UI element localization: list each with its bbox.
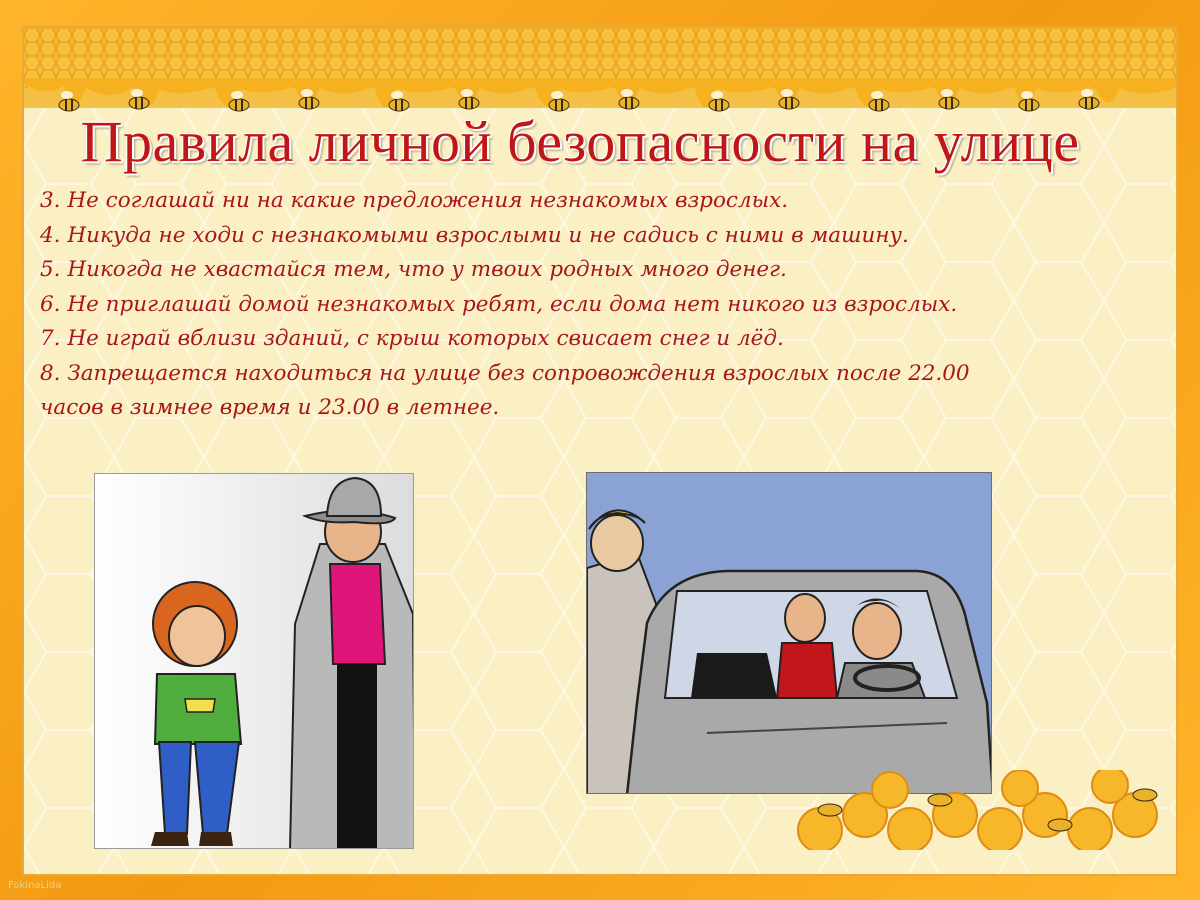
slide-title: Правила личной безопасности на улице bbox=[80, 109, 1080, 174]
honeycomb-decoration bbox=[760, 770, 1160, 850]
watermark: FokinaLida bbox=[8, 880, 62, 891]
rule-item: 6. Не приглашай домой незнакомых ребят, если дома нет никого из взрослых. bbox=[40, 291, 958, 317]
men-in-car-illustration bbox=[586, 472, 992, 794]
rule-item: 4. Никуда не ходи с незнакомыми взрослыми и не садись с ними в машину. bbox=[40, 222, 909, 248]
rule-item: 7. Не играй вблизи зданий, с крыш которых свисает снег и лёд. bbox=[40, 326, 784, 351]
rule-item: часов в зимнее время и 23.00 в летнее. bbox=[40, 395, 500, 420]
boy-and-stranger-illustration bbox=[94, 473, 414, 849]
rule-item: 3. Не соглашай ни на какие предложения незнакомых взрослых. bbox=[40, 188, 789, 213]
rule-item: 5. Никогда не хвастайся тем, что у твоих родных много денег. bbox=[40, 257, 787, 282]
rule-item: 8. Запрещается находиться на улице без сопровождения взрослых после 22.00 bbox=[40, 360, 970, 386]
rules-list bbox=[40, 184, 1120, 426]
